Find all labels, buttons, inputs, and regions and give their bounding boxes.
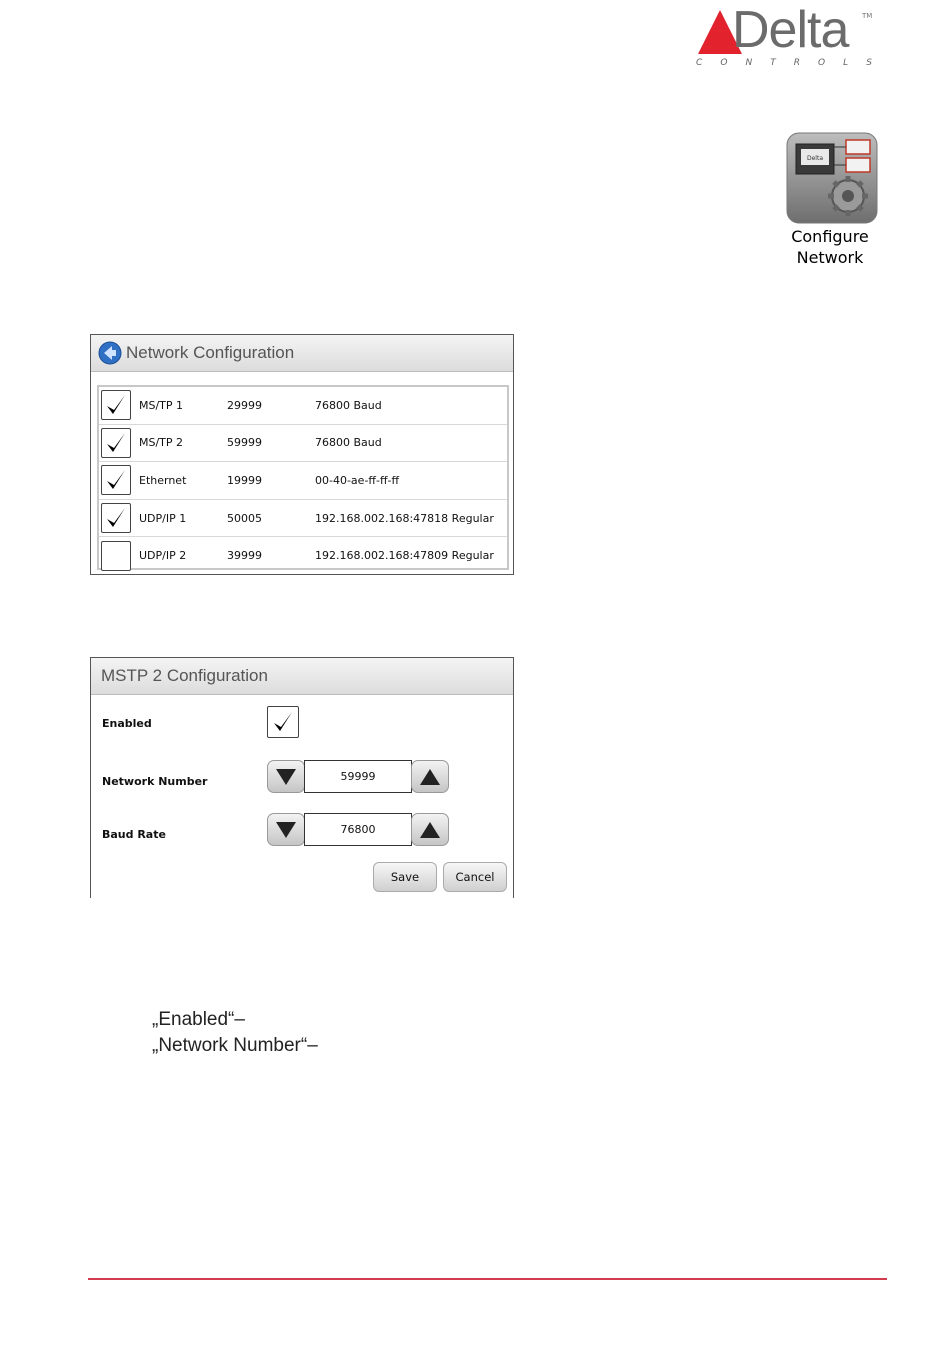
network-number: 19999 [227, 473, 262, 487]
note-enabled: „Enabled“– [152, 1009, 245, 1030]
svg-text:Delta: Delta [806, 155, 824, 162]
network-number: 29999 [227, 398, 262, 412]
network-name: UDP/IP 2 [139, 549, 187, 563]
network-row-mstp1[interactable] [99, 387, 507, 425]
checkmark-icon [270, 709, 296, 735]
network-configuration-header [91, 335, 513, 372]
network-info: 76800 Baud [315, 398, 382, 412]
udpip1-checkbox[interactable] [101, 503, 131, 533]
network-number-stepper [267, 760, 449, 793]
network-info: 76800 Baud [315, 436, 382, 450]
footer-rule [88, 1278, 887, 1280]
network-row-mstp2[interactable] [99, 425, 507, 463]
triangle-down-icon [275, 768, 297, 786]
enabled-label: Enabled [102, 717, 152, 730]
network-number: 59999 [227, 436, 262, 450]
triangle-up-icon [419, 768, 441, 786]
save-button[interactable]: Save [373, 862, 437, 892]
mstp2-checkbox[interactable] [101, 428, 131, 458]
network-number-label: Network Number [102, 775, 208, 788]
network-number-field[interactable]: 59999 [304, 760, 412, 793]
network-info: 192.168.002.168:47818 Regular [315, 511, 494, 525]
checkmark-icon [103, 467, 129, 493]
network-row-ethernet[interactable] [99, 462, 507, 500]
baud-rate-field[interactable]: 76800 [304, 813, 412, 846]
configure-network-icon[interactable] [786, 132, 878, 224]
baud-rate-increment-button[interactable] [411, 813, 449, 846]
checkmark-icon [103, 392, 129, 418]
checkmark-icon [103, 430, 129, 456]
cancel-button[interactable]: Cancel [443, 862, 507, 892]
network-configuration-panel [90, 334, 514, 575]
udpip2-checkbox[interactable] [101, 541, 131, 571]
checkmark-icon [103, 505, 129, 531]
network-name: MS/TP 2 [139, 436, 184, 450]
configure-network-label: Configure Network [791, 227, 869, 267]
triangle-up-icon [419, 821, 441, 839]
network-number-decrement-button[interactable] [267, 760, 305, 793]
ethernet-checkbox[interactable] [101, 465, 131, 495]
mstp1-checkbox[interactable] [101, 390, 131, 420]
network-info: 192.168.002.168:47809 Regular [315, 549, 494, 563]
network-number-increment-button[interactable] [411, 760, 449, 793]
network-row-udpip1[interactable] [99, 500, 507, 538]
triangle-down-icon [275, 821, 297, 839]
logo-wordmark: Delta [732, 1, 849, 59]
mstp2-configuration-title: MSTP 2 Configuration [101, 666, 268, 685]
logo-trademark: TM [862, 12, 873, 20]
enabled-checkbox[interactable] [267, 706, 299, 738]
network-number: 50005 [227, 511, 262, 525]
note-network-number: „Network Number“– [152, 1035, 318, 1056]
baud-rate-stepper [267, 813, 449, 846]
network-configuration-title: Network Configuration [126, 343, 295, 362]
network-list [97, 385, 509, 570]
baud-rate-decrement-button[interactable] [267, 813, 305, 846]
network-name: Ethernet [139, 473, 187, 487]
mstp2-configuration-header [91, 658, 513, 695]
logo-subtitle: C O N T R O L S [696, 58, 872, 68]
delta-controls-logo [694, 1, 876, 72]
network-number: 39999 [227, 549, 262, 563]
network-row-udpip2[interactable] [99, 537, 507, 574]
network-info: 00-40-ae-ff-ff-ff [315, 473, 400, 487]
network-name: MS/TP 1 [139, 398, 184, 412]
baud-rate-label: Baud Rate [102, 828, 166, 841]
back-arrow-icon[interactable] [98, 341, 122, 365]
mstp2-configuration-panel [90, 657, 514, 898]
network-name: UDP/IP 1 [139, 511, 187, 525]
